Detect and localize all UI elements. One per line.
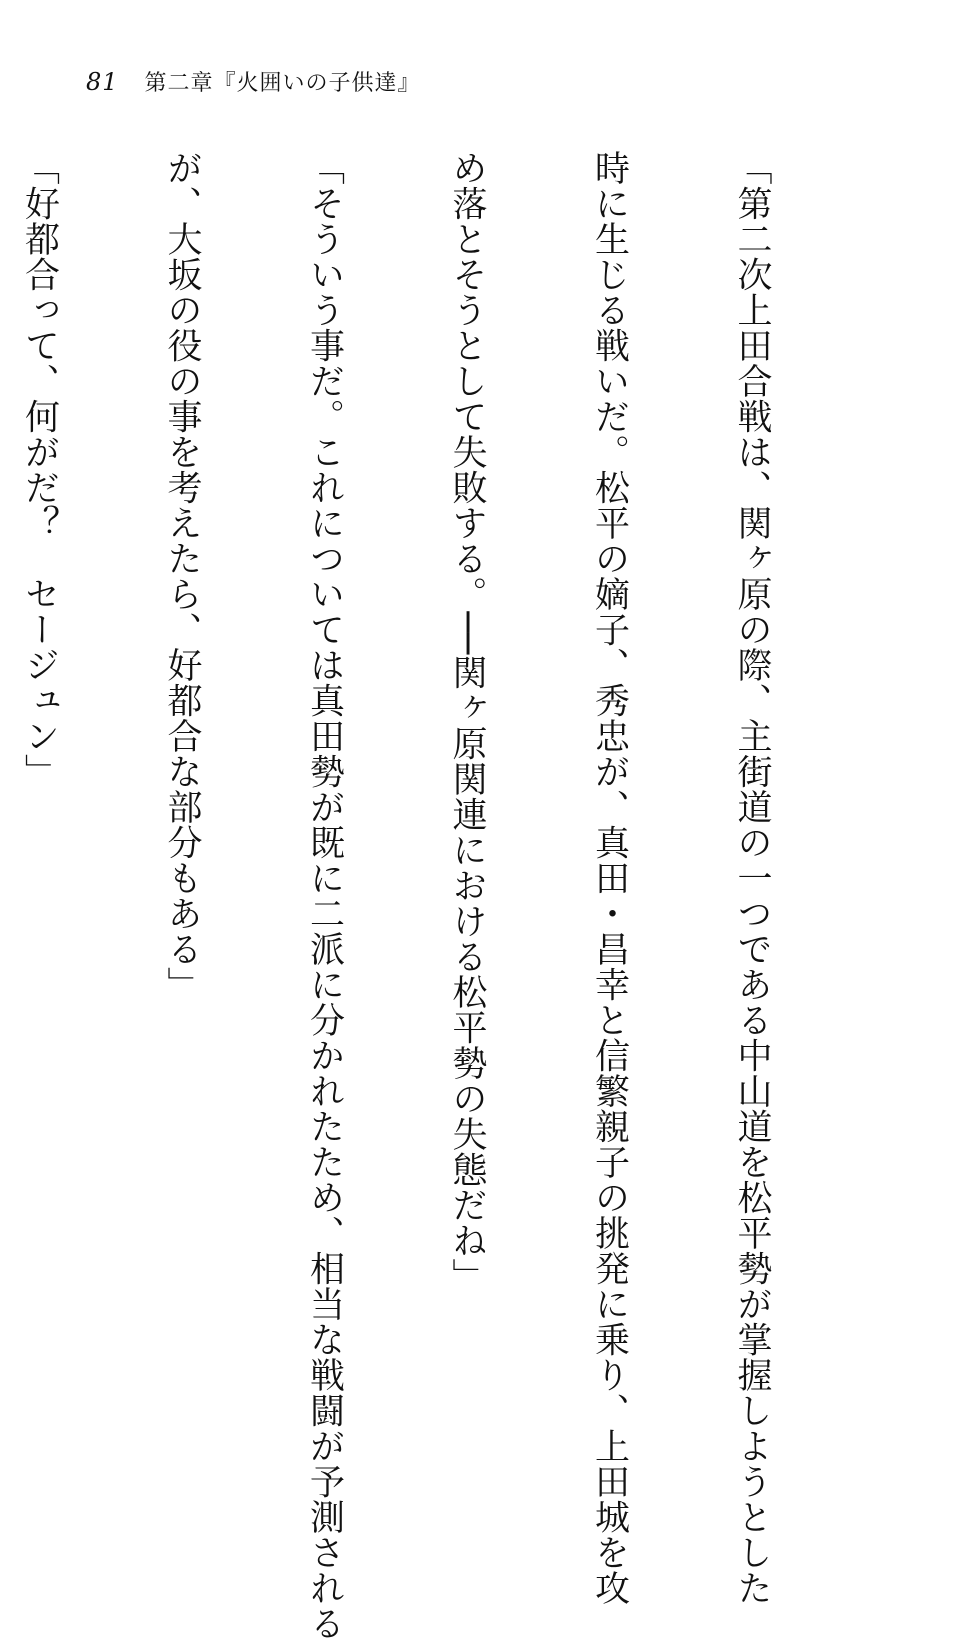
vertical-body-text <box>19 150 870 1641</box>
page-number: 81 <box>86 68 119 96</box>
text-line: め落とそうとして失敗する。──関ヶ原関連における松平勢の失態だね」 <box>447 150 487 1294</box>
text-line: 「第二次上田合戦は、関ヶ原の際、主街道の一つである中山道を松平勢が掌握しようとした <box>732 150 772 1606</box>
text-line: 「好都合って、何がだ？ セージュン」 <box>19 150 60 789</box>
text-line: 時に生じる戦いだ。松平の嫡子、秀忠が、真田・昌幸と信繁親子の挑発に乗り、上田城を攻 <box>589 150 630 1606</box>
text-line: 「そういう事だ。これについては真田勢が既に二派に分かれたため、相当な戦闘が予測される <box>304 150 345 1641</box>
text-line: が、大坂の役の事を考えたら、好都合な部分もある」 <box>162 150 202 1002</box>
chapter-title: 第二章『火囲いの子供達』 <box>144 71 421 96</box>
running-header <box>86 66 421 106</box>
